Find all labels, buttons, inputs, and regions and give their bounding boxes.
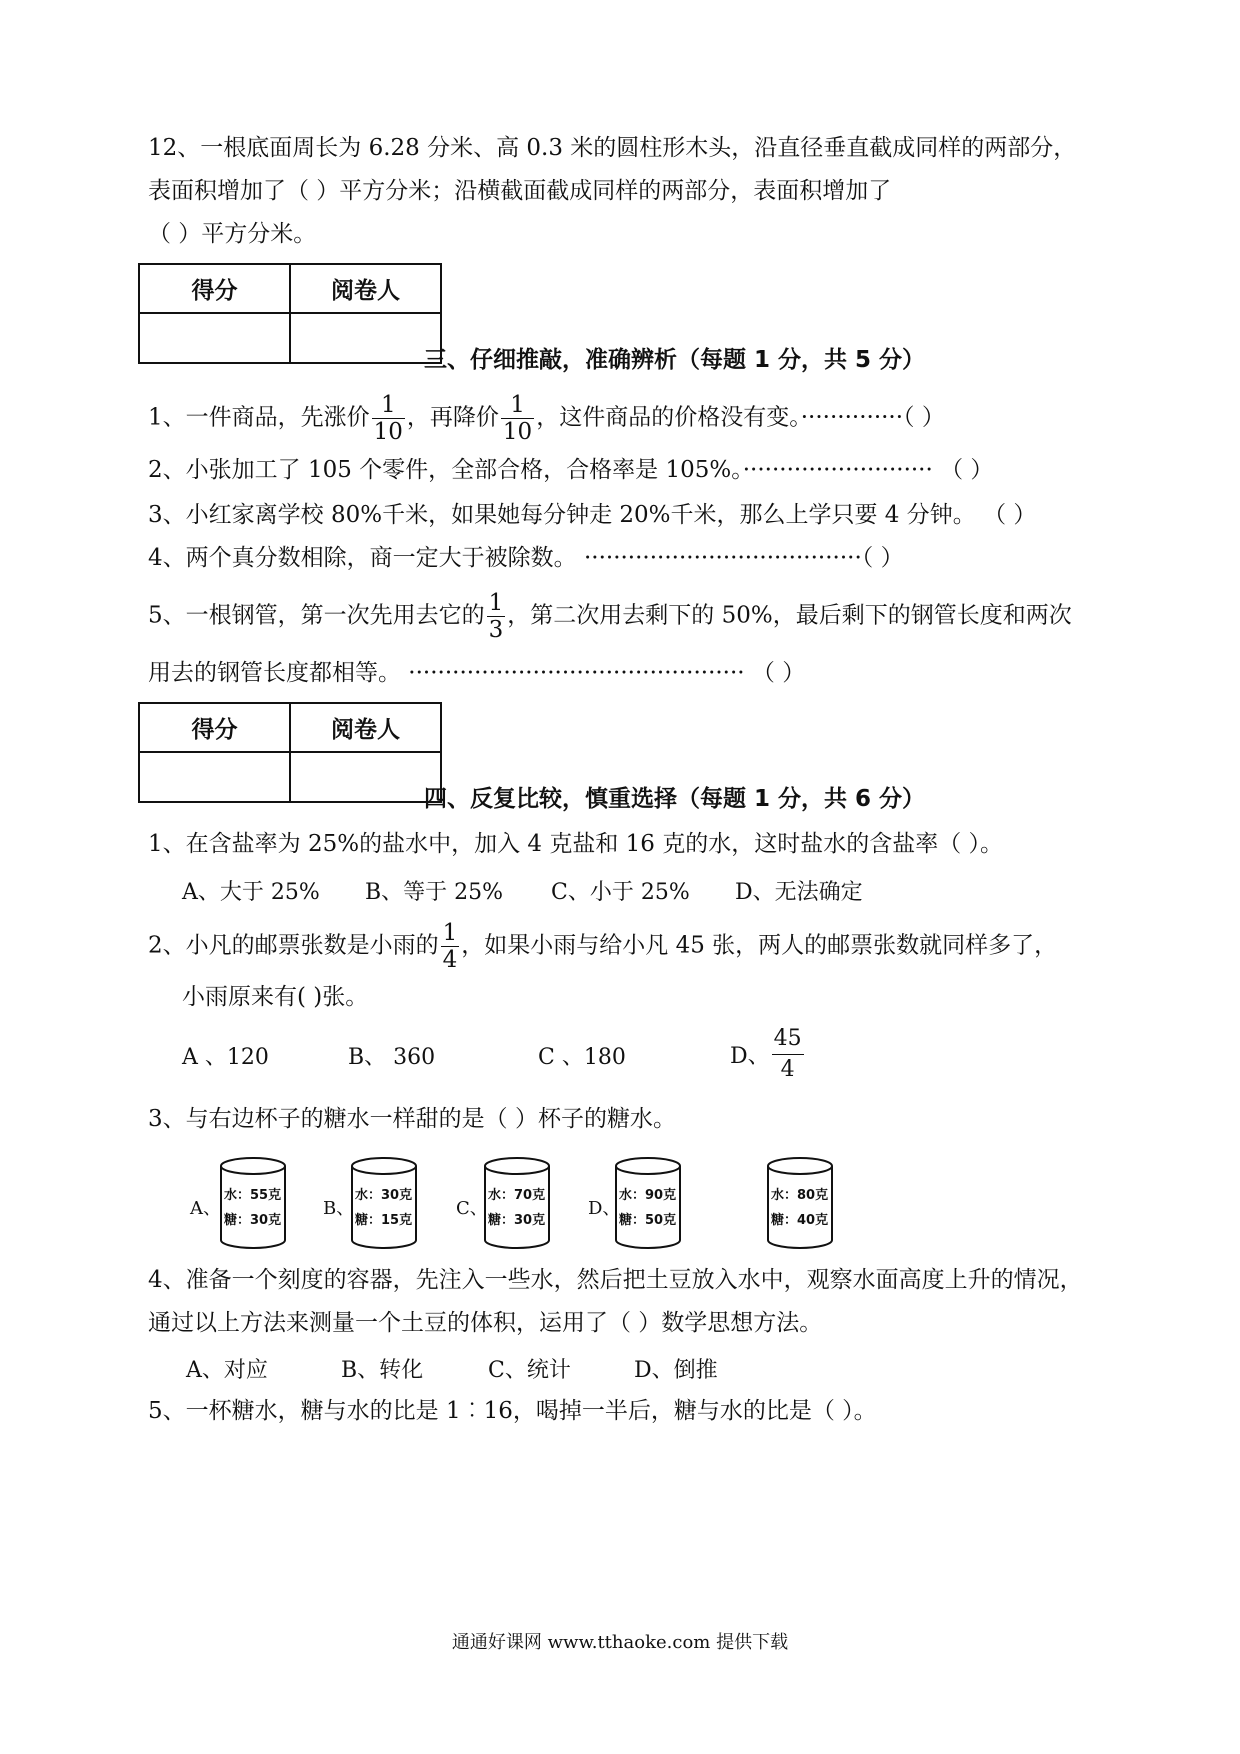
section4-title: 四、反复比较，慎重选择（每题 1 分，共 6 分） (424, 786, 926, 812)
s4-q2-text-b: ，如果小雨与给小凡 45 张，两人的邮票张数就同样多了， (461, 932, 1058, 959)
s4-q2-option-c[interactable]: C 、180 (538, 1045, 626, 1070)
q12-line3: （ ）平方分米。 (148, 221, 317, 247)
s4-q4-line2: 通过以上方法来测量一个土豆的体积，运用了（ ）数学思想方法。 (148, 1310, 823, 1336)
cup-b-label: B、 (323, 1198, 355, 1219)
s3-q2: 2、小张加工了 105 个零件，全部合格，合格率是 105%。·························· （ ） (148, 457, 994, 483)
score-label: 得分 (139, 264, 290, 313)
s3-q5-text-a: 5、一根钢管，第一次先用去它的 (148, 602, 485, 629)
cup-d-label: D、 (588, 1198, 621, 1219)
s4-q4-option-a[interactable]: A、对应 (186, 1358, 268, 1383)
cup-water: 水：30克 (355, 1188, 413, 1203)
cup-a-label: A、 (190, 1198, 221, 1219)
section3-title: 三、仔细推敲，准确辨析（每题 1 分，共 5 分） (424, 347, 926, 373)
fraction-denominator: 4 (442, 947, 458, 973)
score-box (138, 702, 442, 803)
fraction (501, 392, 534, 445)
cup-water: 水：80克 (771, 1188, 829, 1203)
cup-water: 水：70克 (488, 1188, 546, 1203)
s4-q1-option-b[interactable]: B、等于 25% (365, 880, 504, 905)
grader-label: 阅卷人 (290, 264, 441, 313)
cup-sugar: 糖：50克 (619, 1213, 677, 1228)
s4-q2-option-a[interactable]: A 、120 (182, 1045, 269, 1070)
s4-q4-option-b[interactable]: B、转化 (341, 1358, 424, 1383)
s3-q5-text-b: ，第二次用去剩下的 50%，最后剩下的钢管长度和两次 (507, 602, 1072, 629)
score-label: 得分 (139, 703, 290, 752)
fraction (372, 392, 405, 445)
score-cell[interactable] (139, 752, 290, 802)
s4-q1-option-c[interactable]: C、小于 25% (551, 880, 690, 905)
fraction-numerator: 1 (372, 392, 405, 419)
fraction-numerator: 1 (488, 590, 504, 616)
grader-label: 阅卷人 (290, 703, 441, 752)
score-cell[interactable] (139, 313, 290, 363)
option-d-label: D、 (730, 1044, 770, 1069)
s4-q3: 3、与右边杯子的糖水一样甜的是（ ）杯子的糖水。 (148, 1106, 676, 1132)
s4-q4-option-d[interactable]: D、倒推 (634, 1358, 718, 1383)
s4-q2 (148, 920, 1057, 973)
fraction-denominator: 10 (502, 419, 533, 445)
s4-q1-option-d[interactable]: D、无法确定 (735, 880, 863, 905)
fraction-denominator: 10 (373, 419, 403, 445)
s4-q2-option-d[interactable] (730, 1024, 806, 1085)
cup-sugar: 糖：30克 (488, 1213, 546, 1228)
fraction (772, 1024, 804, 1085)
s3-q3: 3、小红家离学校 80%千米，如果她每分钟走 20%千米，那么上学只要 4 分钟。 （ ） (148, 502, 1037, 528)
s3-q1-text-c: ，这件商品的价格没有变。··············（ ） (536, 404, 945, 431)
grader-cell[interactable] (290, 752, 441, 802)
s4-q4-line1: 4、准备一个刻度的容器，先注入一些水，然后把土豆放入水中，观察水面高度上升的情况， (148, 1267, 1083, 1293)
cup-water: 水：90克 (619, 1188, 677, 1203)
fraction (487, 590, 506, 643)
score-box (138, 263, 442, 364)
page-footer: 通通好课网 www.tthaoke.com 提供下载 (451, 1632, 789, 1653)
s4-q2-line2: 小雨原来有( )张。 (182, 984, 369, 1010)
cup-sugar: 糖：30克 (224, 1213, 282, 1228)
q12-line2: 表面积增加了（ ）平方分米；沿横截面截成同样的两部分，表面积增加了 (148, 178, 892, 204)
grader-cell[interactable] (290, 313, 441, 363)
s3-q1 (148, 392, 945, 445)
s4-q4-option-c[interactable]: C、统计 (488, 1358, 571, 1383)
s3-q1-text-a: 1、一件商品，先涨价 (148, 404, 370, 431)
cup-c-label: C、 (456, 1198, 488, 1219)
s4-q5: 5、一杯糖水，糖与水的比是 1︰16，喝掉一半后，糖与水的比是（ ）。 (148, 1398, 877, 1424)
fraction-numerator: 1 (501, 392, 534, 419)
s4-q2-text-a: 2、小凡的邮票张数是小雨的 (148, 932, 439, 959)
fraction-denominator: 3 (488, 617, 504, 643)
s4-q1-option-a[interactable]: A、大于 25% (182, 880, 320, 905)
cup-sugar: 糖：40克 (771, 1213, 829, 1228)
cup-c-text (488, 1183, 545, 1233)
s3-q4: 4、两个真分数相除，商一定大于被除数。 ······································（ ） (148, 545, 904, 571)
fraction-denominator: 4 (780, 1057, 795, 1082)
reference-cup-text (771, 1183, 828, 1233)
fraction (441, 920, 460, 973)
s4-q2-option-b[interactable]: B、 360 (348, 1045, 436, 1070)
cup-water: 水：55克 (224, 1188, 282, 1203)
s3-q1-text-b: ，再降价 (406, 404, 499, 431)
s4-q1: 1、在含盐率为 25%的盐水中，加入 4 克盐和 16 克的水，这时盐水的含盐率（ ）。 (148, 831, 1004, 857)
fraction-numerator: 45 (772, 1024, 804, 1055)
fraction-numerator: 1 (442, 920, 458, 946)
cup-a-text (224, 1183, 281, 1233)
cup-b-text (355, 1183, 412, 1233)
cup-sugar: 糖：15克 (355, 1213, 413, 1228)
cup-d-text (619, 1183, 676, 1233)
q12-line1: 12、一根底面周长为 6.28 分米、高 0.3 米的圆柱形木头，沿直径垂直截成同样的两部分， (148, 135, 1077, 161)
s3-q5 (148, 590, 1072, 643)
s3-q5-line2: 用去的钢管长度都相等。 ·············································· （ ） (148, 660, 806, 686)
